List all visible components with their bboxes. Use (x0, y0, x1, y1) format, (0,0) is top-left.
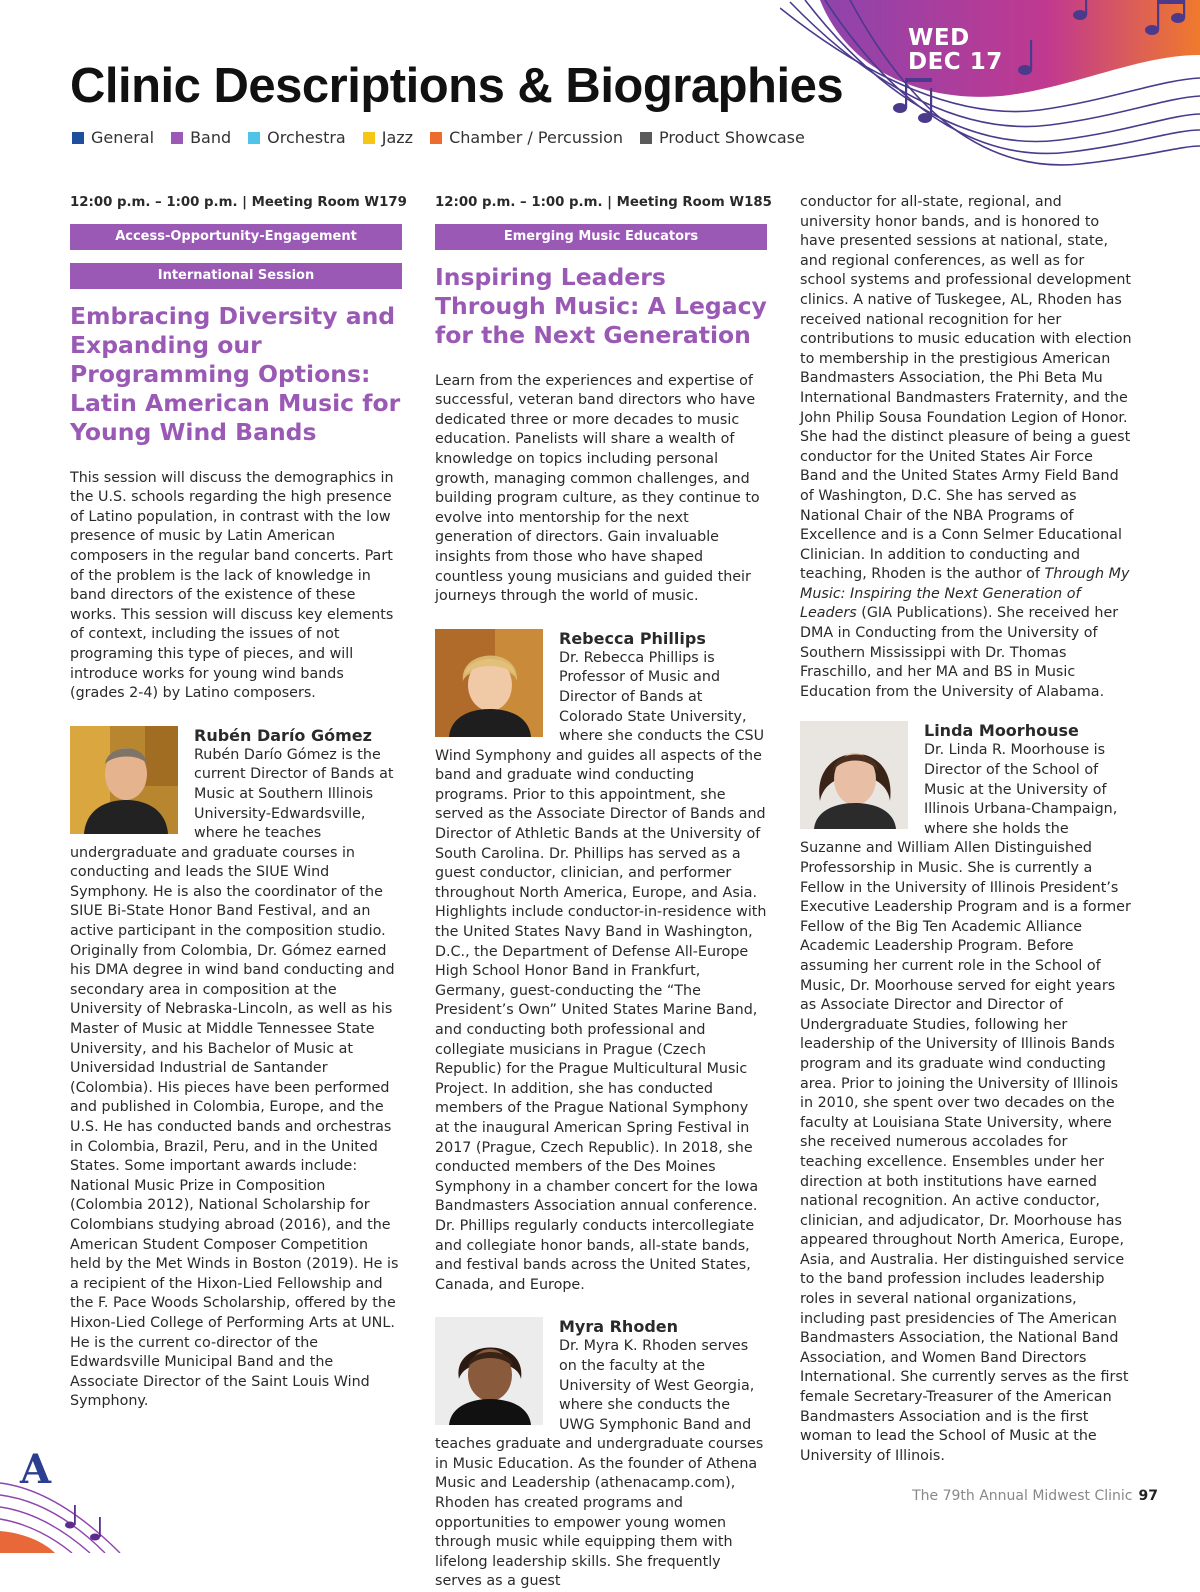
presenter-bio-text: Dr. Linda R. Moorhouse is Director of the School of Music at the University of Illinois Urbana-Champaign, where she holds the Suzanne and William Allen Distinguished Professorship in Music. She is currently a Fellow in the University of Illinois President’s Executive Leadership Program and is a former Fellow of the Big Ten Academic Alliance Academic Leadership Program. Before assuming her current role in the School of Music, Dr. Moorhouse served for eight years as Associate Director and Director of Undergraduate Studies, following her leadership of the University of Illinois Bands program and its graduate wind conducting area. Prior to joining the University of Illinois in 2010, she spent over two decades on the faculty at Louisiana State University, where she received numerous accolades for teaching excellence. Ensembles under her direction at both institutions have earned national recognition. An active conductor, clinician, and adjudicator, Dr. Moorhouse has appeared throughout North America, Europe, Asia, and Australia. Her distinguished service to the band profession includes leadership roles in several national organizations, including past presidencies of The American Bandmasters Association, the National Band Association, and Women Band Directors International. She currently serves as the first female Secretary-Treasurer of the American Bandmasters Association and is the first woman to lead the School of Music at the University of Illinois. (800, 742, 1131, 1464)
legend-item-product-showcase (640, 128, 805, 147)
legend-item-chamber-percussion (430, 128, 623, 147)
presenter-name: Rubén Darío Gómez (194, 725, 372, 745)
bio-continuation-text: conductor for all-state, regional, and university honor bands, and is honored to have presented sessions at national, state, and regional conferences, as well as for school systems and professional development clinics. A native of Tuskegee, AL, Rhoden has received national recognition for her contributions to music education with election to membership in the prestigious American Bandmasters Association, the Phi Beta Mu International Bandmasters Fraternity, and the John Philip Sousa Foundation Legion of Honor. She had the distinct pleasure of being a guest conductor for the United States Air Force Band and the United States Army Field Band of Washington, D.C. She has served as National Chair of the NBA Programs of Excellence and is a Conn Selmer Educational Clinician. In addition to conducting and teaching, Rhoden is the author of (800, 194, 1132, 583)
legend-label: Product Showcase (659, 128, 805, 147)
legend-swatch (363, 132, 375, 144)
bio-continuation-text: (GIA Publications). She received her DMA in Conducting from the University of Southern Mississippi with Dr. Thomas Fraschillo, and her MA and BS in Music Education from the University of Alabama. (800, 605, 1119, 700)
legend-label: Chamber / Percussion (449, 128, 624, 147)
session-description: This session will discuss the demographics in the U.S. schools regarding the high presence of Latino population, in contrast with the low presence of music by Latin American composers in the regular band concerts. Part of the problem is the lack of knowledge in band directors of the existence of these works. This session will discuss key elements of context, including the issues of not programing this type of pieces, and will introduce works for young wind bands (grades 2-4) by Latino composers. (70, 469, 394, 702)
legend-swatch (640, 132, 652, 144)
svg-text:A: A (20, 1446, 52, 1493)
clinic-logo-decoration (0, 1443, 160, 1553)
presenter-bio (435, 629, 767, 1296)
presenter-photo (70, 726, 178, 834)
legend-swatch (430, 132, 442, 144)
session-time: 12:00 p.m. – 1:00 p.m. | Meeting Room W185 (435, 195, 772, 210)
presenter-name: Linda Moorhouse (924, 721, 1079, 741)
legend-item-general (72, 128, 154, 147)
presenter-bio (800, 721, 1132, 1466)
date-badge (908, 26, 1003, 74)
page-number: 97 (1138, 1488, 1158, 1504)
page-footer (912, 1488, 1158, 1504)
presenter-name: Rebecca Phillips (559, 628, 706, 648)
date-day-month: DEC 17 (908, 49, 1003, 75)
category-legend (72, 128, 805, 147)
presenter-bio (435, 1317, 767, 1592)
presenter-photo (435, 629, 543, 737)
session-column-1 (70, 193, 407, 1412)
presenter-name: Myra Rhoden (559, 1317, 679, 1337)
presenter-bio-text: Dr. Rebecca Phillips is Professor of Music and Director of Bands at Colorado State University, where she conducts the CSU Wind Symphony and guides all aspects of the band and graduate wind conducting programs. Prior to this appointment, she served as the Associate Director of Bands and Director of Athletic Bands at the University of South Carolina. Dr. Phillips has served as a guest conductor, clinician, and performer throughout North America, Europe, and Asia. Highlights include conductor-in-residence with the United States Navy Band in Washington, D.C., the Department of Defense All-Europe High School Honor Band in Frankfurt, Germany, guest-conducting the “The President’s Own” United States Marine Band, and conducting both professional and collegiate musicians in Prague (Czech Republic) for the Prague Multicultural Music Project. In addition, she has conducted members of the Prague National Symphony at the inaugural American Spring Festival in 2017 (Prague, Czech Republic). In 2018, she conducted members of the Des Moines Symphony in a chamber concert for the Iowa Bandmasters Association annual conference. Dr. Phillips regularly conducts intercollegiate and collegiate honor bands, all-state bands, and festival bands across the United States, Canada, and Europe. (435, 649, 767, 1293)
legend-item-orchestra (248, 128, 346, 147)
legend-label: General (91, 128, 155, 147)
session-column-2 (435, 193, 772, 1592)
session-time: 12:00 p.m. – 1:00 p.m. | Meeting Room W179 (70, 195, 407, 210)
legend-swatch (72, 132, 84, 144)
session-column-3 (800, 193, 1132, 1466)
presenter-bio (70, 726, 402, 1412)
legend-swatch (248, 132, 260, 144)
presenter-photo (800, 721, 908, 829)
session-description: Learn from the experiences and expertise of successful, veteran band directors who have dedicated three or more decades to music education. Panelists will share a wealth of knowledge on topics including personal growth, managing common challenges, and building program culture, as they continue to evolve into mentorship for the next generation of directors. Gain invaluable insights from those who have shaped countless young musicians and guided their journeys through the world of music. (435, 372, 760, 605)
session-title: Embracing Diversity and Expanding our Programming Options: Latin American Music for Young Wind Bands (70, 301, 401, 446)
session-tag: Emerging Music Educators (435, 224, 767, 250)
legend-label: Band (190, 128, 232, 147)
session-title: Inspiring Leaders Through Music: A Legacy for the Next Generation (435, 262, 767, 349)
session-tag: Access-Opportunity-Engagement (70, 224, 402, 250)
legend-item-band (171, 128, 231, 147)
session-tag: International Session (70, 263, 402, 289)
legend-label: Orchestra (267, 128, 346, 147)
legend-swatch (171, 132, 183, 144)
presenter-photo (435, 1317, 543, 1425)
legend-label: Jazz (381, 128, 414, 147)
presenter-bio-text: Dr. Myra K. Rhoden serves on the faculty at the University of West Georgia, where she conducts the UWG Symphonic Band and teaches graduate and undergraduate courses in Music Education. As the founder of Athena Music and Leadership (athenacamp.com), Rhoden has created programs and opportunities to empower young women through music while equipping them with lifelong leadership skills. She frequently serves as a guest (435, 1338, 764, 1590)
bio-continuation (800, 193, 1132, 702)
legend-item-jazz (363, 128, 413, 147)
page-title: Clinic Descriptions & Biographies (70, 59, 844, 113)
date-day: WED (908, 25, 970, 51)
publication-name: The 79th Annual Midwest Clinic (912, 1488, 1133, 1504)
presenter-bio-text: Rubén Darío Gómez is the current Director of Bands at Music at Southern Illinois University-Edwardsville, where he teaches undergraduate and graduate courses in conducting and leads the SIUE Wind Symphony. He is also the coordinator of the SIUE Bi-State Honor Band Festival, and an active participant in the composition studio. Originally from Colombia, Dr. Gómez earned his DMA degree in wind band conducting and secondary area in composition at the University of Nebraska-Lincoln, as well as his Master of Music at Middle Tennessee State University, and his Bachelor of Music at Universidad Industrial de Santander (Colombia). His pieces have been performed and published in Colombia, Europe, and the U.S. He has conducted bands and orchestras in Colombia, Brazil, Peru, and in the United States. Some important awards include: National Music Prize in Composition (Colombia 2012), National Scholarship for Colombians studying abroad (2016), and the American Student Composer Competition held by the Met Winds in Boston (2019). He is a recipient of the Hixon-Lied Fellowship and the F. Pace Woods Scholarship, offered by the Hixon-Lied College of Performing Arts at UNL. He is the current co-director of the Edwardsville Municipal Band and the Associate Director of the Saint Louis Wind Symphony. (70, 746, 399, 1410)
book-title: Through My Music: Inspiring the Next Generation of Leaders (800, 566, 1130, 622)
